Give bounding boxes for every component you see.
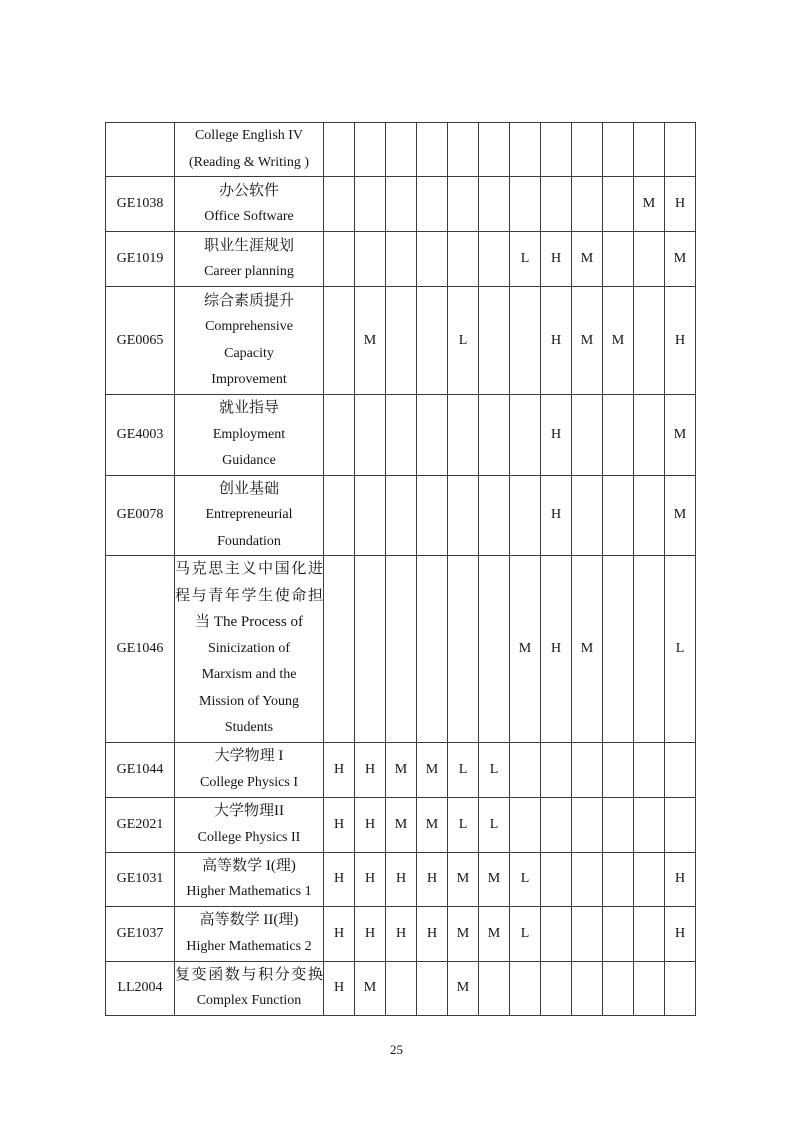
rating-cell-empty xyxy=(665,742,696,797)
rating-cell-empty xyxy=(634,475,665,556)
table-row xyxy=(106,906,696,961)
rating-cell-empty xyxy=(417,287,448,395)
rating-cell: M xyxy=(417,742,448,797)
rating-cell: H xyxy=(417,906,448,961)
rating-cell-empty xyxy=(479,961,510,1015)
rating-cell: L xyxy=(665,556,696,743)
rating-cell: H xyxy=(541,232,572,287)
course-name-en-line: Improvement xyxy=(211,372,287,387)
rating-cell-empty xyxy=(603,797,634,852)
rating-cell-empty xyxy=(541,123,572,177)
rating-cell: M xyxy=(510,556,541,743)
course-name-en-line: Mission of Young xyxy=(199,693,299,709)
course-name-zh-line: 办公软件 xyxy=(218,182,279,199)
page-number: 25 xyxy=(390,1042,403,1057)
rating-cell-empty xyxy=(324,395,355,476)
course-name-cell xyxy=(175,797,324,852)
rating-cell: M xyxy=(572,556,603,743)
rating-cell-empty xyxy=(355,556,386,743)
course-name-en-line: Career planning xyxy=(204,264,294,279)
rating-cell-empty xyxy=(572,177,603,232)
rating-cell: H xyxy=(355,906,386,961)
rating-cell-empty xyxy=(479,475,510,556)
rating-cell-empty xyxy=(386,232,417,287)
rating-cell-empty xyxy=(634,797,665,852)
course-name-zh-line: 创业基础 xyxy=(218,480,279,497)
rating-cell-empty xyxy=(541,852,572,906)
rating-cell-empty xyxy=(603,906,634,961)
rating-cell-empty xyxy=(448,395,479,476)
rating-cell: L xyxy=(510,232,541,287)
course-code-cell: GE1019 xyxy=(106,232,175,287)
course-name-en-line: Guidance xyxy=(222,453,276,468)
course-name-cell xyxy=(175,287,324,395)
rating-cell: H xyxy=(386,906,417,961)
rating-cell-empty xyxy=(510,123,541,177)
rating-cell-empty xyxy=(603,852,634,906)
rating-cell-empty xyxy=(572,475,603,556)
rating-cell-empty xyxy=(355,395,386,476)
rating-cell-empty xyxy=(572,852,603,906)
rating-cell: M xyxy=(665,395,696,476)
rating-cell-empty xyxy=(572,797,603,852)
rating-cell-empty xyxy=(324,177,355,232)
rating-cell: M xyxy=(386,742,417,797)
table-row xyxy=(106,852,696,906)
rating-cell: M xyxy=(479,852,510,906)
course-name-en-line: Capacity xyxy=(224,345,274,361)
rating-cell: H xyxy=(665,177,696,232)
rating-cell-empty xyxy=(479,287,510,395)
course-code-cell: GE1038 xyxy=(106,177,175,232)
rating-cell-empty xyxy=(479,123,510,177)
rating-cell: L xyxy=(448,287,479,395)
rating-cell-empty xyxy=(541,742,572,797)
course-name-zh-line: 高等数学 I(理) xyxy=(202,857,296,874)
table-row xyxy=(106,961,696,1015)
rating-cell-empty xyxy=(324,475,355,556)
course-name-en-line: (Reading & Writing ) xyxy=(188,154,310,170)
rating-cell-empty xyxy=(603,177,634,232)
course-name-zh-line: 就业指导 xyxy=(218,400,279,416)
rating-cell-empty xyxy=(634,961,665,1015)
rating-cell: M xyxy=(479,906,510,961)
rating-cell-empty xyxy=(510,961,541,1015)
rating-cell-empty xyxy=(417,556,448,743)
rating-cell-empty xyxy=(448,556,479,743)
course-name-zh-line: 大学物理II xyxy=(214,803,284,819)
rating-cell-empty xyxy=(603,742,634,797)
rating-cell-empty xyxy=(386,287,417,395)
course-name-en-line: Employment xyxy=(212,426,286,442)
table-row xyxy=(106,123,696,177)
rating-cell-empty xyxy=(386,475,417,556)
rating-cell-empty xyxy=(510,797,541,852)
course-name-cell xyxy=(175,395,324,476)
rating-cell-empty xyxy=(603,961,634,1015)
rating-cell-empty xyxy=(541,906,572,961)
rating-cell-empty xyxy=(386,123,417,177)
course-name-zh-line: 程与青年学生使命担 xyxy=(175,587,323,604)
table-row xyxy=(106,395,696,476)
course-code-cell: GE4003 xyxy=(106,395,175,476)
rating-cell: M xyxy=(572,287,603,395)
course-name-zh-line: 综合素质提升 xyxy=(203,292,294,309)
rating-cell-empty xyxy=(665,797,696,852)
rating-cell-empty xyxy=(355,475,386,556)
rating-cell-empty xyxy=(386,961,417,1015)
rating-cell-empty xyxy=(572,123,603,177)
rating-cell: H xyxy=(324,961,355,1015)
course-code-cell: GE2021 xyxy=(106,797,175,852)
rating-cell-empty xyxy=(479,177,510,232)
rating-cell-empty xyxy=(417,123,448,177)
course-name-en-line: Higher Mathematics 1 xyxy=(186,884,312,899)
rating-cell-empty xyxy=(572,742,603,797)
rating-cell: M xyxy=(417,797,448,852)
rating-cell: H xyxy=(665,906,696,961)
course-name-cell xyxy=(175,556,324,743)
rating-cell-empty xyxy=(603,395,634,476)
rating-cell: L xyxy=(479,797,510,852)
rating-cell: M xyxy=(448,852,479,906)
rating-cell: M xyxy=(386,797,417,852)
course-code-cell: GE1031 xyxy=(106,852,175,906)
rating-cell: H xyxy=(324,906,355,961)
rating-cell-empty xyxy=(603,232,634,287)
rating-cell-empty xyxy=(510,475,541,556)
rating-cell-empty xyxy=(541,797,572,852)
rating-cell-empty xyxy=(510,287,541,395)
course-code-cell: GE1044 xyxy=(106,742,175,797)
rating-cell: H xyxy=(541,556,572,743)
rating-cell-empty xyxy=(572,961,603,1015)
course-name-cell xyxy=(175,232,324,287)
course-name-en-line: Complex Function xyxy=(196,993,302,1008)
rating-cell: M xyxy=(634,177,665,232)
rating-cell-empty xyxy=(634,232,665,287)
rating-cell-empty xyxy=(355,177,386,232)
course-code-cell: GE0078 xyxy=(106,475,175,556)
course-name-en-line: Comprehensive xyxy=(205,319,293,334)
course-name-en-line: Sinicization of xyxy=(207,640,291,656)
rating-cell-empty xyxy=(355,123,386,177)
rating-cell: H xyxy=(355,797,386,852)
table-row xyxy=(106,232,696,287)
rating-cell: M xyxy=(665,475,696,556)
rating-cell-empty xyxy=(417,961,448,1015)
course-name-cell xyxy=(175,906,324,961)
rating-cell: L xyxy=(510,852,541,906)
table-row xyxy=(106,287,696,395)
rating-cell: H xyxy=(324,797,355,852)
rating-cell-empty xyxy=(479,232,510,287)
rating-cell: L xyxy=(510,906,541,961)
rating-cell-empty xyxy=(603,475,634,556)
rating-cell-empty xyxy=(572,395,603,476)
rating-cell: L xyxy=(448,797,479,852)
rating-cell-empty xyxy=(448,232,479,287)
rating-cell-empty xyxy=(324,232,355,287)
rating-cell: M xyxy=(665,232,696,287)
rating-cell-empty xyxy=(417,232,448,287)
course-code-cell: GE0065 xyxy=(106,287,175,395)
rating-cell-empty xyxy=(417,475,448,556)
table-row xyxy=(106,742,696,797)
table-body xyxy=(106,123,696,1016)
rating-cell: M xyxy=(572,232,603,287)
rating-cell: M xyxy=(355,961,386,1015)
rating-cell-empty xyxy=(386,556,417,743)
rating-cell-empty xyxy=(448,177,479,232)
table-row xyxy=(106,177,696,232)
rating-cell-empty xyxy=(665,123,696,177)
course-name-en-line: College Physics I xyxy=(200,774,298,790)
rating-cell: H xyxy=(324,742,355,797)
course-name-cell xyxy=(175,742,324,797)
rating-cell-empty xyxy=(665,961,696,1015)
rating-cell-empty xyxy=(355,232,386,287)
table-row xyxy=(106,797,696,852)
rating-cell-empty xyxy=(541,177,572,232)
course-name-en-line: Foundation xyxy=(217,533,281,549)
rating-cell-empty xyxy=(479,556,510,743)
rating-cell: H xyxy=(665,287,696,395)
rating-cell: L xyxy=(448,742,479,797)
rating-cell-empty xyxy=(448,475,479,556)
rating-cell: H xyxy=(541,395,572,476)
rating-cell-empty xyxy=(386,395,417,476)
course-code-cell xyxy=(106,123,175,177)
rating-cell-empty xyxy=(634,395,665,476)
course-name-cell xyxy=(175,475,324,556)
rating-cell: M xyxy=(448,906,479,961)
course-code-cell: GE1046 xyxy=(106,556,175,743)
rating-cell: H xyxy=(541,287,572,395)
rating-cell: H xyxy=(386,852,417,906)
rating-cell-empty xyxy=(634,906,665,961)
rating-cell-empty xyxy=(634,742,665,797)
table-row xyxy=(106,475,696,556)
course-name-zh-line: 高等数学 II(理) xyxy=(199,912,299,928)
rating-cell-empty xyxy=(417,177,448,232)
rating-cell: M xyxy=(448,961,479,1015)
course-name-en-line: College English IV xyxy=(194,128,304,143)
rating-cell: H xyxy=(355,852,386,906)
course-name-en-line: Higher Mathematics 2 xyxy=(186,938,312,954)
course-name-en-line: College Physics II xyxy=(197,829,301,845)
course-name-cell xyxy=(175,177,324,232)
rating-cell: H xyxy=(665,852,696,906)
rating-cell-empty xyxy=(603,123,634,177)
rating-cell-empty xyxy=(417,395,448,476)
rating-cell: H xyxy=(417,852,448,906)
course-name-zh-line: 当 The Process of xyxy=(195,614,303,630)
rating-cell-empty xyxy=(634,287,665,395)
rating-cell-empty xyxy=(603,556,634,743)
course-name-zh-line: 马克思主义中国化进 xyxy=(175,561,323,577)
course-name-en-line: Marxism and the xyxy=(201,667,297,682)
rating-cell: M xyxy=(355,287,386,395)
course-name-zh-line: 职业生涯规划 xyxy=(203,237,294,254)
course-name-en-line: Entrepreneurial xyxy=(205,507,293,522)
rating-cell-empty xyxy=(572,906,603,961)
rating-cell-empty xyxy=(448,123,479,177)
course-name-cell xyxy=(175,123,324,177)
rating-cell: M xyxy=(603,287,634,395)
rating-cell-empty xyxy=(510,177,541,232)
rating-cell-empty xyxy=(386,177,417,232)
rating-cell-empty xyxy=(510,742,541,797)
rating-cell: L xyxy=(479,742,510,797)
table-row xyxy=(106,556,696,743)
course-name-cell xyxy=(175,852,324,906)
course-code-cell: GE1037 xyxy=(106,906,175,961)
rating-cell: H xyxy=(324,852,355,906)
course-name-zh-line: 复变函数与积分变换 xyxy=(175,966,323,983)
rating-cell-empty xyxy=(634,556,665,743)
rating-cell-empty xyxy=(324,287,355,395)
course-name-en-line: Students xyxy=(224,720,274,735)
course-name-cell xyxy=(175,961,324,1015)
rating-cell: H xyxy=(355,742,386,797)
rating-cell-empty xyxy=(510,395,541,476)
rating-cell-empty xyxy=(324,556,355,743)
rating-cell: H xyxy=(541,475,572,556)
course-outcome-matrix-table xyxy=(105,122,696,1016)
course-code-cell: LL2004 xyxy=(106,961,175,1015)
rating-cell-empty xyxy=(634,852,665,906)
rating-cell-empty xyxy=(634,123,665,177)
rating-cell-empty xyxy=(324,123,355,177)
rating-cell-empty xyxy=(541,961,572,1015)
rating-cell-empty xyxy=(479,395,510,476)
course-name-zh-line: 大学物理 I xyxy=(214,748,284,764)
course-name-en-line: Office Software xyxy=(204,209,294,224)
